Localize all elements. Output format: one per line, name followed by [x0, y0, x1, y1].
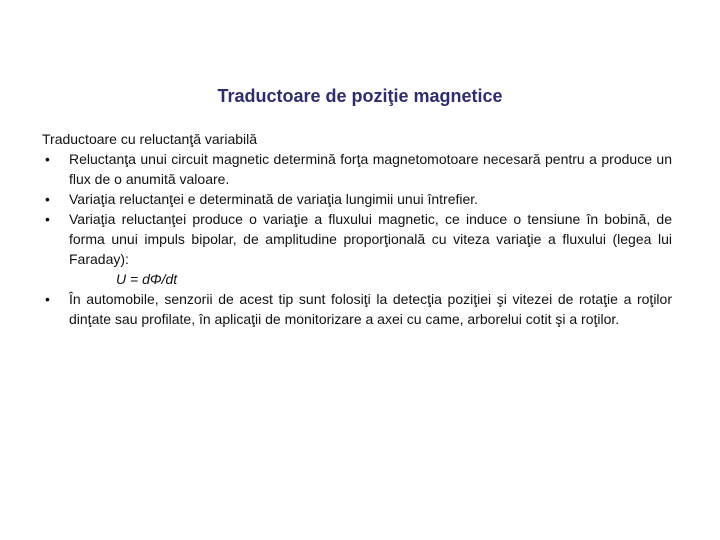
- bullet-icon: •: [45, 211, 50, 227]
- bullet-item: [42, 209, 672, 289]
- bullet-item: [42, 149, 672, 189]
- section-subtitle: Traductoare cu reluctanţă variabilă: [42, 131, 258, 147]
- bullet-text: Variaţia reluctanţei e determinată de variaţia lungimii unui întrefier.: [69, 191, 479, 207]
- bullet-item: [42, 189, 672, 209]
- bullet-text: În automobile, senzorii de acest tip sunt folosiţi la detecţia poziţiei şi vitezei de rotaţie a roţilor dinţate sau profilate, în aplicaţii de monitorizare a axei cu came, arborelui cotit şi a roţilor.: [69, 291, 672, 327]
- bullet-item: [42, 289, 672, 329]
- bullet-icon: •: [45, 291, 50, 307]
- slide-title: Traductoare de poziţie magnetice: [217, 86, 503, 106]
- bullet-icon: •: [45, 151, 50, 167]
- faraday-formula: U = dΦ/dt: [116, 271, 178, 287]
- bullet-text: Reluctanţa unui circuit magnetic determină forţa magnetomotoare necesară pentru a produce un flux de o anumită valoare.: [69, 151, 672, 187]
- bullet-text: Variaţia reluctanţei produce o variaţie a fluxului magnetic, ce induce o tensiune în bobină, de forma unui impuls bipolar, de amplitudine proporţională cu viteza variaţie a fluxului (legea lui Faraday):: [69, 211, 672, 267]
- bullet-list: [42, 149, 672, 329]
- bullet-icon: •: [45, 191, 50, 207]
- slide-content: [42, 129, 672, 329]
